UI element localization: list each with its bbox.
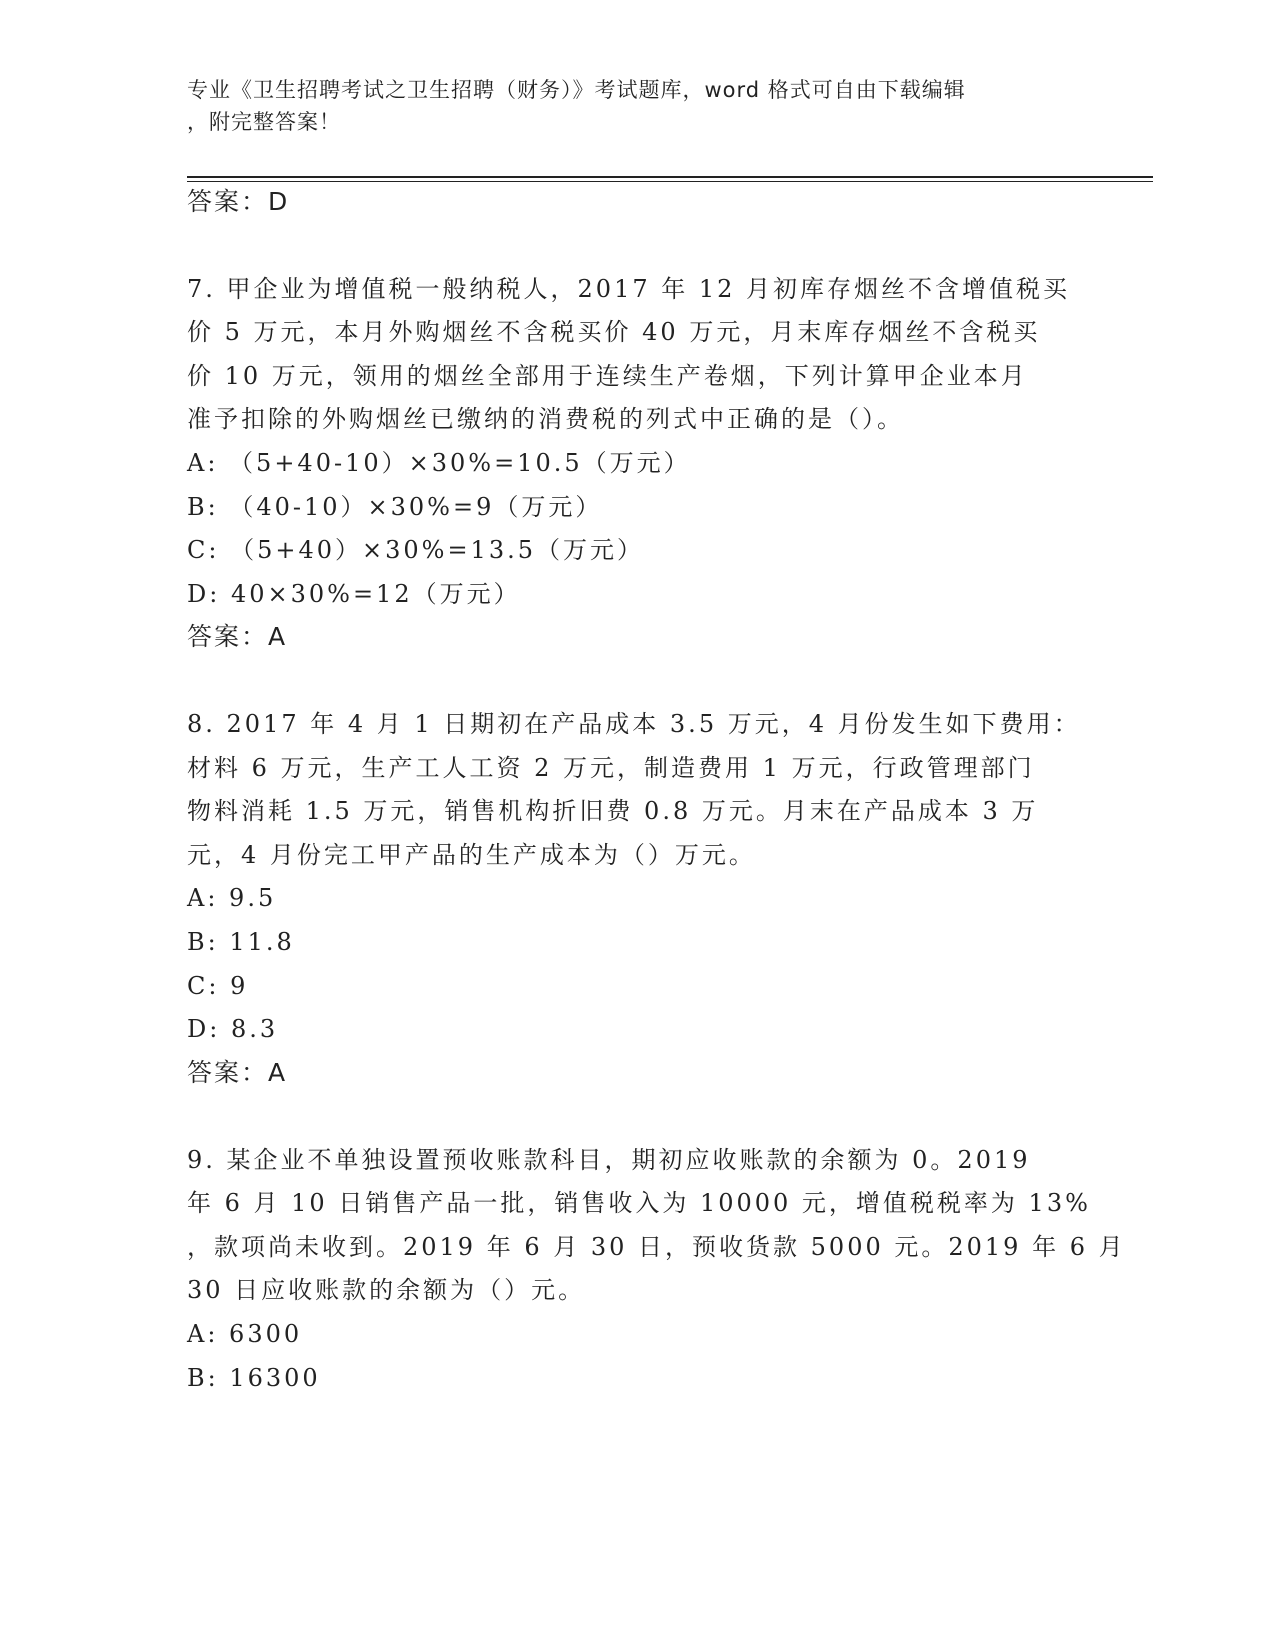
q8-option-a: A: 9.5 <box>187 884 277 912</box>
q9-text-line-2: 年 6 月 10 日销售产品一批，销售收入为 10000 元，增值税税率为 13% <box>187 1189 1091 1217</box>
q8-text-line-3: 物料消耗 1.5 万元，销售机构折旧费 0.8 万元。月末在产品成本 3 万 <box>187 797 1039 825</box>
q8-text-line-2: 材料 6 万元，生产工人工资 2 万元，制造费用 1 万元，行政管理部门 <box>187 754 1035 782</box>
q8-option-b: B: 11.8 <box>187 928 295 956</box>
q7-text-line-4: 准予扣除的外购烟丝已缴纳的消费税的列式中正确的是（）。 <box>187 405 904 433</box>
q9-text-line-4: 30 日应收账款的余额为（）元。 <box>187 1276 586 1304</box>
header-line-2: ，附完整答案！ <box>187 110 341 134</box>
q7-text-line-3: 价 10 万元，领用的烟丝全部用于连续生产卷烟，下列计算甲企业本月 <box>187 362 1028 390</box>
q8-answer: 答案：A <box>187 1058 288 1087</box>
page-header <box>187 74 1067 138</box>
q8-option-d: D: 8.3 <box>187 1015 279 1043</box>
header-divider-thin <box>187 181 1153 182</box>
header-divider <box>187 176 1153 178</box>
answer-previous: 答案：D <box>187 187 290 216</box>
q9-text-line-3: ，款项尚未收到。2019 年 6 月 30 日，预收货款 5000 元。2019 年 6 月 <box>187 1233 1126 1261</box>
q8-text-line-1: 8. 2017 年 4 月 1 日期初在产品成本 3.5 万元，4 月份发生如下费用： <box>187 710 1081 738</box>
header-line-1: 专业《卫生招聘考试之卫生招聘（财务）》考试题库，word 格式可自由下载编辑 <box>187 78 966 102</box>
q7-option-b: B: （40-10）×30%=9（万元） <box>187 493 603 521</box>
q9-option-b: B: 16300 <box>187 1364 321 1392</box>
q7-text-line-1: 7. 甲企业为增值税一般纳税人，2017 年 12 月初库存烟丝不含增值税买 <box>187 275 1071 303</box>
q7-text-line-2: 价 5 万元，本月外购烟丝不含税买价 40 万元，月末库存烟丝不含税买 <box>187 318 1041 346</box>
q8-text-line-4: 元，4 月份完工甲产品的生产成本为（）万元。 <box>187 841 756 869</box>
q7-option-c: C: （5+40）×30%=13.5（万元） <box>187 536 644 564</box>
q7-answer: 答案：A <box>187 622 288 651</box>
q7-option-d: D: 40×30%=12（万元） <box>187 580 521 608</box>
q7-option-a: A: （5+40-10）×30%=10.5（万元） <box>187 449 691 477</box>
q9-text-line-1: 9. 某企业不单独设置预收账款科目，期初应收账款的余额为 0。2019 <box>187 1146 1031 1174</box>
q9-option-a: A: 6300 <box>187 1320 303 1348</box>
q8-option-c: C: 9 <box>187 972 249 1000</box>
